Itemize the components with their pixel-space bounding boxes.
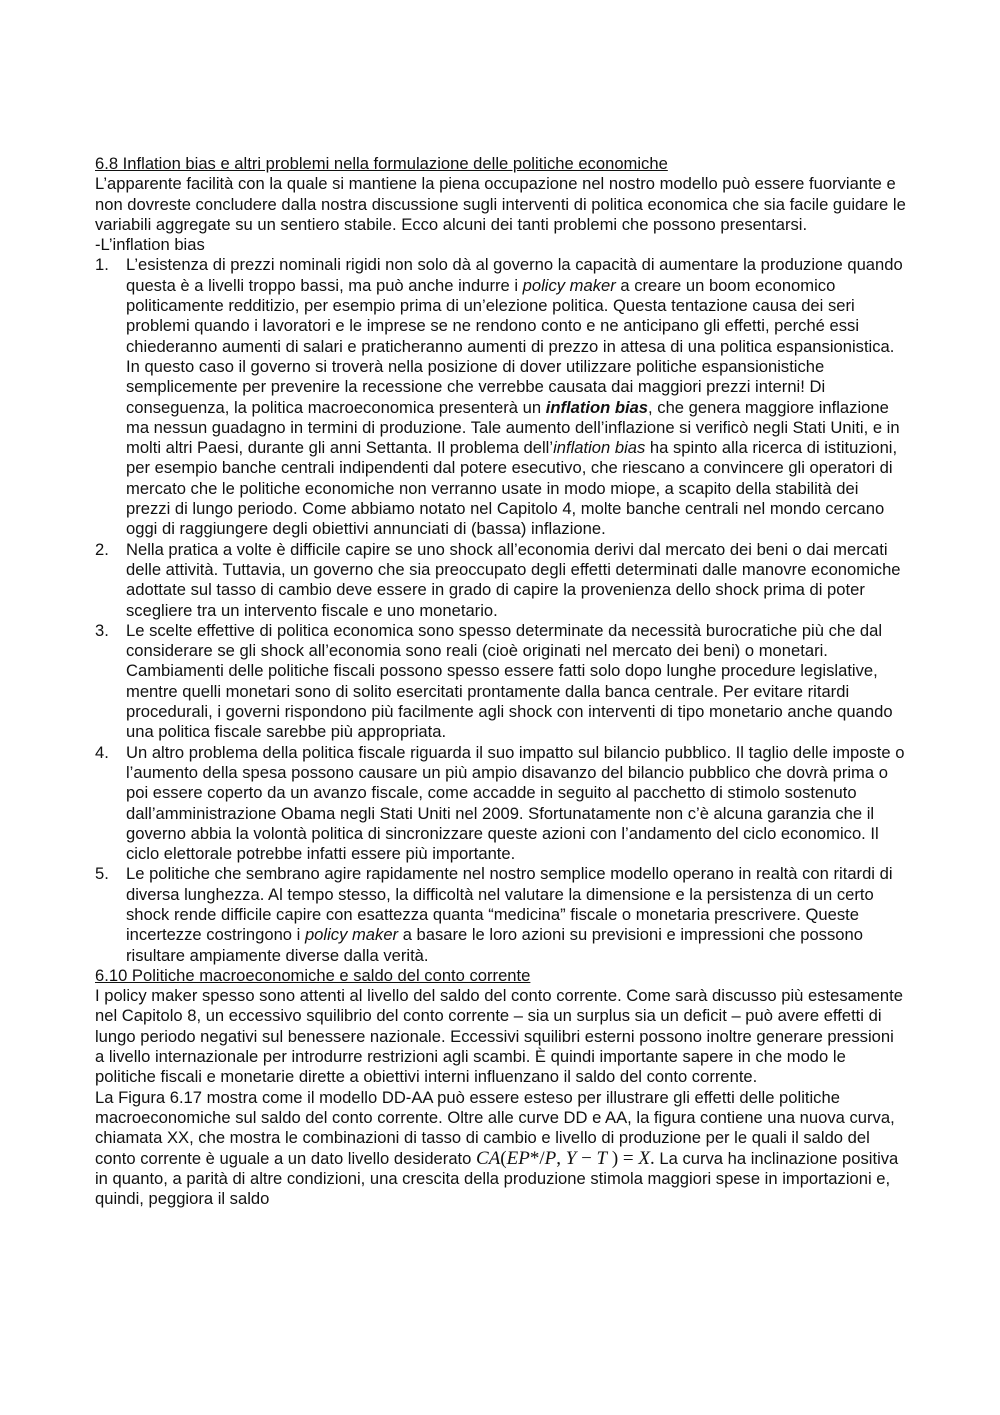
list-text: , che genera maggiore inflazione ma nessun guadagno in termini di produzione. Tale aumento dell’inflazione si verificò negli Stati Uniti, e in molti altri Paesi, durante gli anni Settanta. Il problema dell’ (126, 397, 900, 458)
list-text: ha spinto alla ricerca di istituzioni, per esempio banche centrali indipendenti dal potere esecutivo, che riescano a convincere gli operatori di mercato che le politiche economiche non verranno usate in modo miope, a scapito della stabilità dei prezzi di lungo periodo. Come abbiamo notato nel Capitolo 4, molte banche centrali nel mondo cercano oggi di raggiungere degli obiettivi annunciati di (bassa) inflazione. (126, 438, 898, 539)
formula-part: Y (565, 1147, 577, 1169)
subheading-inflation-bias: -L’inflation bias (95, 235, 205, 255)
formula-part: */ (529, 1147, 545, 1169)
problems-list (95, 255, 907, 965)
formula-part: , (556, 1147, 566, 1169)
list-text: a creare un boom economico politicamente redditizio, per esempio prima di un’elezione politica. Questa tentazione causa dei seri problemi quando i lavoratori e le imprese se ne rendono conto e ne anticipano gli effetti, perché essi chiederanno aumenti di salari e praticheranno aumenti di prezzo in attesa di una politica espansionistica. In questo caso il governo si troverà nella posizione di dover utilizzare politiche espansionistiche semplicemente per prevenire la recessione che verrebbe causata dai maggiori prezzi interni! Di conseguenza, la politica macroeconomica presenterà un (126, 275, 895, 417)
list-text: Le politiche che sembrano agire rapidamente nel nostro semplice modello operano in realtà con ritardi di diversa lunghezza. Al tempo stesso, la difficoltà nel valutare la dimensione e la persistenza di un certo shock rende difficile capire con esattezza quanta “medicina” fiscale o monetaria prescrivere. Queste incertezze costringono i (126, 864, 893, 945)
list-number: 3. (95, 620, 109, 640)
formula-part: ) = (607, 1147, 639, 1169)
list-item (95, 743, 907, 865)
list-number: 4. (95, 742, 109, 762)
formula-part: . (650, 1147, 655, 1169)
list-number: 2. (95, 539, 109, 559)
formula-part: CA (476, 1147, 501, 1169)
list-text: Un altro problema della politica fiscale riguarda il suo impatto sul bilancio pubblico. Il taglio delle imposte o l’aumento della spesa possono causare un più ampio disavanzo del bilancio pubblico che dovrà prima o poi essere coperto da un avanzo fiscale, come accadde in seguito al pacchetto di stimolo sostenuto dall’amministrazione Obama negli Stati Uniti nel 2009. Sfortunatamente non c’è alcuna garanzia che il governo abbia la volontà politica di sincronizzare queste azioni con l’andamento del ciclo economico. Il ciclo elettorale potrebbe infatti essere più importante. (126, 742, 905, 864)
figure-paragraph (95, 1088, 907, 1210)
section-heading-6-10: 6.10 Politiche macroeconomiche e saldo del conto corrente (95, 965, 531, 985)
list-item (95, 621, 907, 743)
list-item (95, 540, 907, 621)
formula-part: P (544, 1147, 557, 1169)
figure-paragraph-text: La Figura 6.17 mostra come il modello DD-AA può essere esteso per illustrare gli effetti delle politiche macroeconomiche sul saldo del conto corrente. Oltre alle curve DD e AA, la figura contiene una nuova curva, chiamata XX, che mostra le combinazioni di tasso di cambio e livello di produzione per le quali il saldo del conto corrente è uguale a un dato livello desiderato (95, 1087, 895, 1168)
list-text-italic: inflation bias (553, 438, 646, 458)
list-text-italic: policy maker (522, 275, 616, 295)
formula-part: EP (506, 1147, 530, 1169)
list-text: Nella pratica a volte è difficile capire se uno shock all’economia derivi dal mercato dei beni o dai mercati delle attività. Tuttavia, un governo che sia preoccupato degli effetti determinati dalle manovre economiche adottate sul tasso di cambio deve essere in grado di capire la provenienza dello shock prima di poter scegliere tra un intervento fiscale e uno monetario. (126, 539, 901, 620)
current-account-paragraph: I policy maker spesso sono attenti al livello del saldo del conto corrente. Come sarà discusso più estesamente nel Capitolo 8, un eccessivo squilibrio del conto corrente – sia un surplus sia un deficit – può avere effetti di lungo periodo negativi sul benessere nazionale. Eccessivi squilibri esterni possono inoltre generare pressioni a livello internazionale per introdurre restrizioni agli scambi. È quindi importante sapere in che modo le politiche fiscali e monetarie dirette a obiettivi interni influenzano il saldo del conto corrente. (95, 986, 903, 1087)
list-text-italic: policy maker (304, 925, 399, 945)
list-text: a basare le loro azioni su previsioni e impressioni che possono risultare ampiamente diverse dalla verità. (126, 925, 863, 965)
list-number: 1. (95, 255, 109, 275)
list-number: 5. (95, 864, 109, 884)
formula (476, 1148, 655, 1169)
document-page (95, 154, 907, 1209)
section-heading-6-8: 6.8 Inflation bias e altri problemi nella formulazione delle politiche economiche (95, 154, 668, 173)
formula-part: − (576, 1147, 597, 1169)
formula-part: X (638, 1147, 651, 1169)
list-text: L’esistenza di prezzi nominali rigidi non solo dà al governo la capacità di aumentare la produzione quando questa è a livelli troppo bassi, ma può anche indurre i (126, 255, 903, 295)
intro-paragraph: L’apparente facilità con la quale si mantiene la piena occupazione nel nostro modello può essere fuorviante e non dovreste concludere dalla nostra discussione sugli interventi di politica economica che sia facile guidare le variabili aggregate su un sentiero stabile. Ecco alcuni dei tanti problemi che possono presentarsi. (95, 174, 906, 234)
figure-paragraph-end: La curva ha inclinazione positiva in quanto, a parità di altre condizioni, una crescita della produzione stimola maggiori spese in importazioni e, quindi, peggiora il saldo (95, 1148, 899, 1209)
list-item (95, 255, 907, 539)
list-text: Le scelte effettive di politica economica sono spesso determinate da necessità burocratiche più che dal considerare se gli shock all’economia sono reali (cioè originati nel mercato dei beni) o monetari. Cambiamenti delle politiche fiscali possono spesso essere fatti solo dopo lunghe procedure legislative, mentre quelli monetari sono di solito esercitati prontamente dalla banca centrale. Per evitare ritardi procedurali, i governi rispondono più facilmente agli shock con interventi di tipo monetario anche quando una politica fiscale sarebbe più appropriata. (126, 620, 893, 742)
list-item (95, 864, 907, 965)
list-text-bold-italic: inflation bias (545, 397, 649, 417)
formula-part: T (596, 1147, 608, 1169)
formula-part: ( (500, 1147, 507, 1169)
